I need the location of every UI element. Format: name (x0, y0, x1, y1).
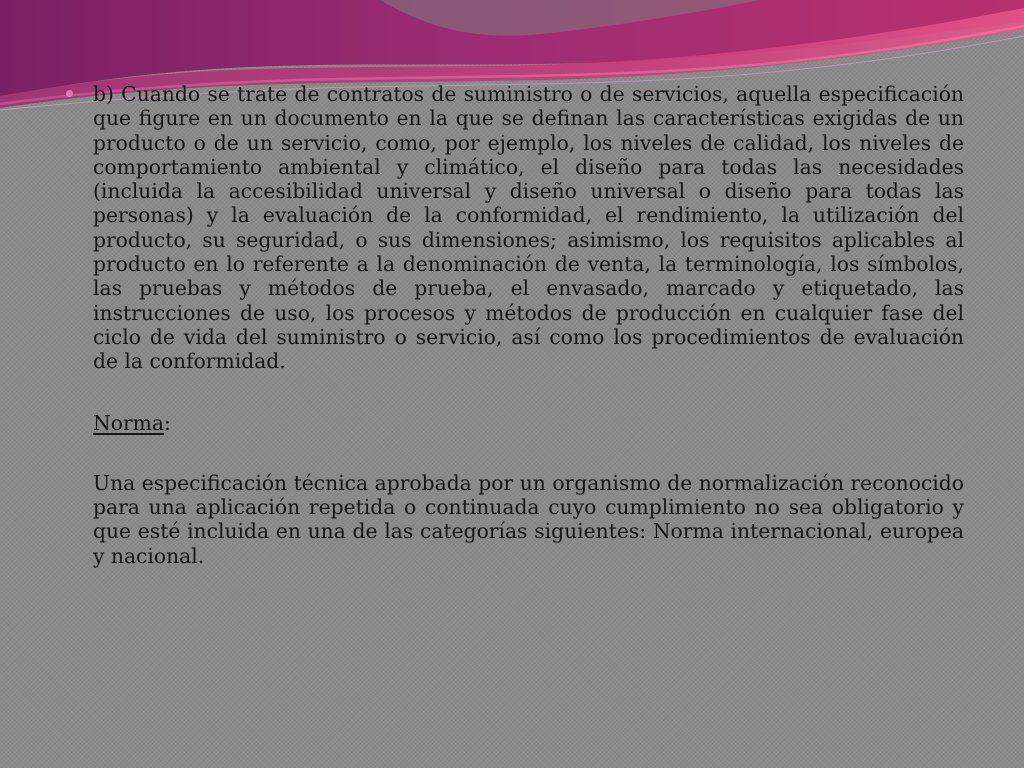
slide-content (66, 82, 964, 568)
bullet-item (66, 82, 964, 374)
heading-colon: : (163, 410, 171, 435)
definition-paragraph: Una especificación técnica aprobada por un organismo de normalización reconocido para una aplicación repetida o continuada cuyo cumplimiento no sea obligatorio y que esté incluida en una de las categorías siguientes: Norma internacional, europea y nacional. (93, 470, 964, 568)
definition-block (66, 471, 964, 568)
bullet-paragraph: b) Cuando se trate de contratos de suministro o de servicios, aquella especificación que figure en un documento en la que se definan las características exigidas de un producto o de un servicio, como, por ejemplo, los niveles de calidad, los niveles de comportamiento ambiental y climático, el diseño para todas las necesidades (incluida la accesibilidad universal y diseño universal o diseño para todas las personas) y la evaluación de la conformidad, el rendimiento, la utilización del producto, su seguridad, o sus dimensiones; asimismo, los requisitos aplicables al producto en lo referente a la denominación de venta, la terminología, los símbolos, las pruebas y métodos de prueba, el envasado, marcado y etiquetado, las instrucciones de uso, los procesos y métodos de producción en cualquier fase del ciclo de vida del suministro o servicio, así como los procedimientos de evaluación de la conformidad. (93, 82, 964, 374)
heading-word: Norma (93, 410, 164, 435)
definition-heading (66, 411, 964, 435)
bullet-dot-icon (66, 90, 73, 97)
